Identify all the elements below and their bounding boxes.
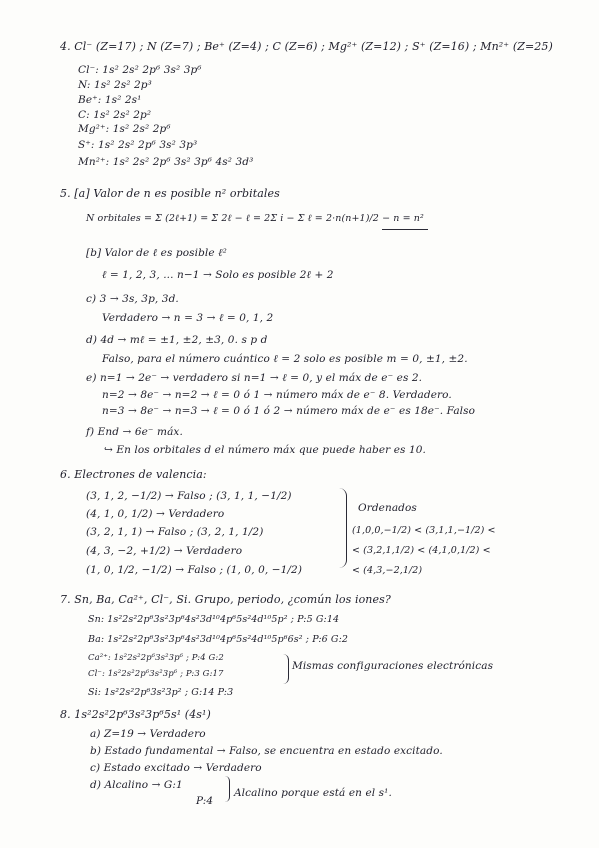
note-line-l15: d) 4d → mℓ = ±1, ±2, ±3, 0. s p d xyxy=(86,334,268,346)
note-line-l19: n=3 → 8e⁻ → n=3 → ℓ = 0 ó 1 ó 2 → número máx de e⁻ es 18e⁻. Falso xyxy=(102,405,476,417)
note-line-l35: Ca²⁺: 1s²2s²2p⁶3s²3p⁶ ; P:4 G:2 xyxy=(88,653,224,663)
note-line-l05: C: 1s² 2s² 2p² xyxy=(78,109,152,121)
note-line-l37: Mismas configuraciones electrónicas xyxy=(292,660,494,672)
note-line-l01: 4. Cl⁻ (Z=17) ; N (Z=7) ; Be⁺ (Z=4) ; C (Z=6) ; Mg²⁺ (Z=12) ; S⁺ (Z=16) ; Mn²⁺ (Z=25) xyxy=(60,40,553,53)
brace-alkaline xyxy=(224,776,230,802)
note-line-l25: (3, 2, 1, 1) → Falso ; (3, 2, 1, 1/2) xyxy=(86,526,264,538)
note-line-l24: (4, 1, 0, 1/2) → Verdadero xyxy=(86,508,225,520)
note-line-l12: ℓ = 1, 2, 3, ... n−1 → Solo es posible 2ℓ + 2 xyxy=(102,269,334,281)
note-line-l07: S⁺: 1s² 2s² 2p⁶ 3s² 3p³ xyxy=(78,139,198,151)
fraction-bar xyxy=(382,229,428,230)
note-line-l03: N: 1s² 2s² 2p³ xyxy=(78,79,152,91)
note-line-l17: e) n=1 → 2e⁻ → verdadero si n=1 → ℓ = 0, y el máx de e⁻ es 2. xyxy=(86,372,423,384)
note-line-l31: < (4,3,−2,1/2) xyxy=(352,565,423,576)
note-line-l29: (1,0,0,−1/2) < (3,1,1,−1/2) < xyxy=(352,525,496,536)
note-line-l34: Ba: 1s²2s²2p⁶3s²3p⁶4s²3d¹⁰4p⁶5s²4d¹⁰5p⁶6s² ; P:6 G:2 xyxy=(88,634,349,645)
note-line-l40: a) Z=19 → Verdadero xyxy=(90,728,206,740)
note-line-l22: 6. Electrones de valencia: xyxy=(60,468,207,481)
note-line-l02: Cl⁻: 1s² 2s² 2p⁶ 3s² 3p⁶ xyxy=(78,64,202,76)
note-line-l18: n=2 → 8e⁻ → n=2 → ℓ = 0 ó 1 → número máx de e⁻ 8. Verdadero. xyxy=(102,389,452,401)
note-line-l11: [b] Valor de ℓ es posible ℓ² xyxy=(86,247,227,259)
note-line-l21: ↪ En los orbitales d el número máx que puede haber es 10. xyxy=(104,444,426,456)
note-line-l23: (3, 1, 2, −1/2) → Falso ; (3, 1, 1, −1/2) xyxy=(86,490,292,502)
note-line-l38: Si: 1s²2s²2p⁶3s²3p² ; G:14 P:3 xyxy=(88,687,234,698)
note-line-l36: Cl⁻: 1s²2s²2p⁶3s²3p⁶ ; P:3 G:17 xyxy=(88,669,224,679)
note-line-l27: (1, 0, 1/2, −1/2) → Falso ; (1, 0, 0, −1/2) xyxy=(86,564,303,576)
note-line-l16: Falso, para el número cuántico ℓ = 2 solo es posible m = 0, ±1, ±2. xyxy=(102,353,468,365)
note-line-l33: Sn: 1s²2s²2p⁶3s²3p⁶4s²3d¹⁰4p⁶5s²4d¹⁰5p² ; P:5 G:14 xyxy=(88,614,340,625)
note-line-l43: d) Alcalino → G:1 xyxy=(90,779,183,791)
note-line-l42: c) Estado excitado → Verdadero xyxy=(90,762,262,774)
brace-ordered xyxy=(338,488,347,568)
note-line-l09: 5. [a] Valor de n es posible n² orbitales xyxy=(60,187,280,200)
note-line-l30: < (3,2,1,1/2) < (4,1,0,1/2) < xyxy=(352,545,491,556)
note-line-l14: Verdadero → n = 3 → ℓ = 0, 1, 2 xyxy=(102,312,274,324)
note-line-l04: Be⁺: 1s² 2s¹ xyxy=(78,94,142,106)
note-line-l32: 7. Sn, Ba, Ca²⁺, Cl⁻, Si. Grupo, periodo, ¿común los iones? xyxy=(60,593,391,606)
note-line-l39: 8. 1s²2s²2p⁶3s²3p⁶5s¹ (4s¹) xyxy=(60,708,211,721)
brace-same-config xyxy=(282,654,289,684)
note-line-l28: Ordenados xyxy=(358,502,417,514)
note-line-l10: N orbitales = Σ (2ℓ+1) = Σ 2ℓ − ℓ = 2Σ i − Σ ℓ = 2·n(n+1)/2 − n = n² xyxy=(86,213,424,224)
note-line-l08: Mn²⁺: 1s² 2s² 2p⁶ 3s² 3p⁶ 4s² 3d³ xyxy=(78,156,254,168)
note-line-l20: f) End → 6e⁻ máx. xyxy=(86,426,183,438)
note-line-l41: b) Estado fundamental → Falso, se encuentra en estado excitado. xyxy=(90,745,443,757)
note-line-l13: c) 3 → 3s, 3p, 3d. xyxy=(86,293,179,305)
note-line-l06: Mg²⁺: 1s² 2s² 2p⁶ xyxy=(78,123,171,135)
note-line-l45: Alcalino porque está en el s¹. xyxy=(234,787,392,799)
note-line-l44: P:4 xyxy=(196,795,214,807)
note-line-l26: (4, 3, −2, +1/2) → Verdadero xyxy=(86,545,243,557)
